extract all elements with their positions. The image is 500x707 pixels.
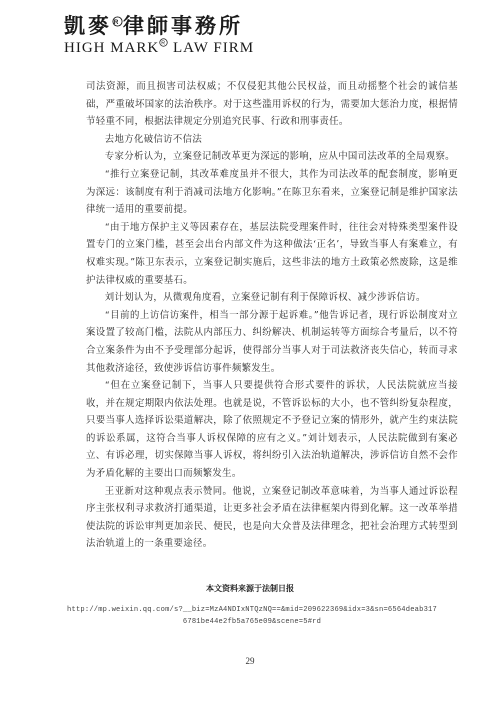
paragraph-1: 司法资源，而且损害司法权威；不仅侵犯其他公民权益，而且动摇整个社会的诚信基础，严重破坏国家的法治秩序。对于这些滥用诉权的行为，需要加大惩治力度，根据情节轻重不同，根据法律规定分别追究民事、行政和刑事责任。 bbox=[86, 81, 458, 128]
paragraph-4: “推行立案登记制，其改革难度虽并不很大，其作为司法改革的配套制度，影响更为深远：该制度有利于消减司法地方化影响。”在陈卫东看来，立案登记制是维护国家法律统一适用的重要前提。 bbox=[86, 168, 458, 216]
firm-en-right: LAW FIRM bbox=[173, 40, 255, 56]
firm-logo bbox=[64, 14, 274, 57]
firm-cn-left: 凱麥 bbox=[64, 14, 112, 38]
firm-name-english bbox=[64, 38, 274, 57]
registered-mark-small-icon bbox=[159, 38, 168, 47]
registered-mark-icon bbox=[112, 16, 123, 27]
paragraph-8: “但在立案登记制下，当事人只要提供符合形式要件的诉状，人民法院就应当接收，并在规定期限内依法处理。也就是说，不管诉讼标的大小，也不管纠纷复杂程度，只要当事人选择诉讼渠道解决，除了依照规定不予登记立案的情形外，就产生约束法院的诉讼系属，这符合当事人诉权保障的应有之义。”刘计划表示，人民法院做到有案必立、有诉必理，切实保障当事人诉权，将纠纷引入法治轨道解决，涉诉信访自然不会作为矛盾化解的主要出口而频繁发生。 bbox=[86, 380, 458, 480]
paragraph-7: “目前的上访信访案件，相当一部分源于起诉难。”他告诉记者，现行诉讼制度对立案设置了较高门槛，法院从内部压力、纠纷解决、机制运转等方面综合考量后，以不符合立案条件为由不予受理部分起诉，使得部分当事人对于司法救济丧失信心，转而寻求其他救济途径，致使涉诉信访事件频繁发生。 bbox=[86, 309, 458, 374]
article-body bbox=[86, 78, 458, 553]
source-url[interactable]: http://mp.weixin.qq.com/s?__biz=MzA4NDIxNTQzNQ==&mid=209622369&idx=3&sn=6564deab3176781be44e2fb5a765e09&scene=5#rd bbox=[67, 606, 437, 626]
source-note: 本文资料来源于法制日报 bbox=[206, 584, 294, 593]
firm-name-chinese bbox=[64, 14, 274, 38]
paragraph-5: “由于地方保护主义等因素存在，基层法院受理案件时，往往会对特殊类型案件设置专门的立案门槛，甚至会出台内部文件为这种做法‘正名’，导致当事人有案难立，有权难实现。”陈卫东表示，立案登记制实施后，这些非法的地方土政策必然废除，这是维护法律权威的重要基石。 bbox=[86, 221, 458, 286]
svg-text:R: R bbox=[113, 18, 122, 26]
paragraph-6: 刘计划认为，从微观角度看，立案登记制有利于保障诉权、减少涉诉信访。 bbox=[104, 292, 426, 304]
section-heading: 去地方化破信访不信法 bbox=[104, 133, 203, 145]
svg-text:R: R bbox=[161, 40, 167, 47]
firm-cn-right: 律師事務所 bbox=[123, 14, 243, 38]
firm-en-left: HIGH MARK bbox=[64, 40, 160, 56]
paragraph-9: 王亚新对这种观点表示赞同。他说，立案登记制改革意味着，为当事人通过诉讼程序主张权利寻求救济打通渠道，让更多社会矛盾在法律框架内得到化解。这一改革举措使法院的诉讼审判更加亲民、便民，也是向大众普及法律理念，把社会治理方式转型到法治轨道上的一条重要途径。 bbox=[86, 485, 458, 550]
paragraph-3: 专家分析认为，立案登记制改革更为深远的影响，应从中国司法改革的全局观察。 bbox=[104, 151, 455, 163]
page-number: 29 bbox=[245, 656, 255, 666]
